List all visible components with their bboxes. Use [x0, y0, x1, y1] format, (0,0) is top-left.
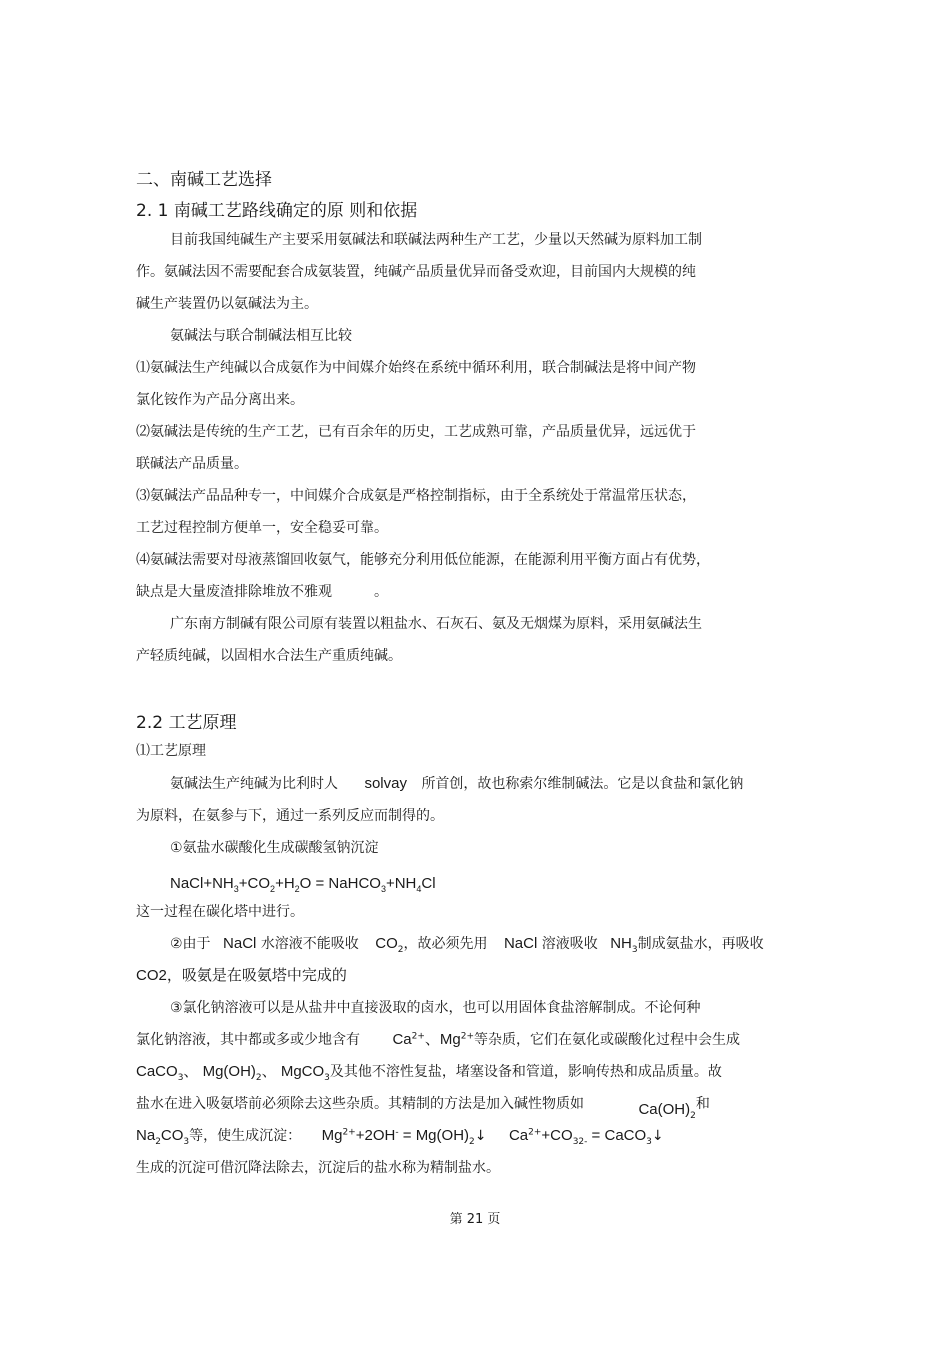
equation: [170, 876, 436, 892]
text: +2OH: [355, 1127, 396, 1144]
paragraph-line: 广东南方制碱有限公司原有装置以粗盐水、石灰石、氨及无烟煤为原料，采用氨碱法生: [170, 616, 702, 632]
text: = Mg(OH): [398, 1127, 470, 1144]
subsection-title: 2.2 工艺原理: [136, 713, 237, 733]
page-number: 第 21 页: [449, 1212, 501, 1227]
sub: 3: [177, 1072, 184, 1083]
eq-part: +NH: [385, 875, 417, 892]
paragraph-line: [136, 1127, 664, 1147]
sub: 3: [631, 944, 638, 955]
eq-part: O = NaHCO: [299, 875, 381, 892]
text: NH: [610, 935, 632, 952]
list-item: ⑷氨碱法需要对母液蒸馏回收氨气，能够充分利用低位能源，在能源利用平衡方面占有优势，: [136, 552, 710, 568]
text: NaCl: [223, 935, 257, 952]
sup: 2+: [411, 1031, 425, 1042]
text: ，故必须先用: [403, 936, 488, 952]
comparison-heading: 氨碱法与联合制碱法相互比较: [170, 328, 352, 344]
list-item: ⑶氨碱法产品品种专一，中间媒介合成氨是严格控制指标，由于全系统处于常温常压状态，: [136, 488, 696, 504]
paragraph-line: [136, 1032, 740, 1048]
text: CO: [375, 935, 398, 952]
eq-sub: 3: [233, 884, 239, 894]
paragraph-line: 产轻质纯碱，以固相水合法生产重质纯碱。: [136, 648, 402, 664]
text: 等，使生成沉淀：: [189, 1128, 302, 1144]
list-item: 。: [374, 584, 388, 600]
item-title: ⑴工艺原理: [136, 743, 206, 759]
text: ②由于: [170, 936, 211, 952]
text: Ca: [392, 1031, 412, 1048]
text: 制成氨盐水，再吸收: [637, 936, 764, 952]
paragraph-line: 碱生产装置仍以氨碱法为主。: [136, 296, 318, 312]
paragraph-line: 作。氨碱法因不需要配套合成氨装置，纯碱产品质量优异而备受欢迎，目前国内大规模的纯: [136, 264, 696, 280]
list-item: 联碱法产品质量。: [136, 456, 248, 472]
text: CaCO: [136, 1063, 178, 1080]
sub: 3: [183, 1136, 190, 1147]
eq-sub: 2: [294, 884, 300, 894]
eq-part: Cl: [421, 875, 436, 892]
sup: 2+: [342, 1127, 356, 1138]
sub: 32-: [572, 1136, 588, 1147]
eq-part: NaCl+NH: [170, 875, 234, 892]
list-item: ⑴氨碱法生产纯碱以合成氨作为中间媒介始终在系统中循环利用，联合制碱法是将中间产物: [136, 360, 696, 376]
text: Ca: [508, 1127, 529, 1144]
text: 、 Mg(OH): [183, 1063, 256, 1080]
eq-sub: 3: [380, 884, 386, 894]
sup: 2+: [528, 1127, 542, 1138]
text: 氯化钠溶液，其中都或多或少地含有: [136, 1032, 360, 1048]
text: 和: [695, 1096, 710, 1112]
text: 水溶液不能吸收: [260, 936, 359, 952]
eq-sub: 4: [416, 884, 422, 894]
paragraph-line: ③氯化钠溶液可以是从盐井中直接汲取的卤水，也可以用固体食盐溶解制成。不论何种: [170, 1000, 701, 1016]
paragraph-line: 这一过程在碳化塔中进行。: [136, 904, 304, 920]
eq-part: +H: [275, 875, 295, 892]
paragraph-line: [170, 935, 764, 955]
sub: 2: [690, 1110, 696, 1121]
text: 及其他不溶性复盐，堵塞设备和管道，影响传热和成品质量。故: [329, 1064, 722, 1080]
text: CO: [160, 1127, 184, 1144]
text: 溶液吸收: [541, 936, 598, 952]
sub: 2: [255, 1072, 262, 1083]
list-item: 缺点是大量废渣排除堆放不雅观: [136, 584, 332, 600]
list-item: ⑵氨碱法是传统的生产工艺，已有百余年的历史，工艺成熟可靠，产品质量优异，远远优于: [136, 424, 696, 440]
paragraph-line: CO2，吸氨是在吸氨塔中完成的: [136, 967, 347, 984]
sub: 2: [155, 1136, 161, 1147]
eq-part: +CO: [238, 875, 271, 892]
sub: 2: [469, 1136, 475, 1147]
eq-sub: 2: [270, 884, 276, 894]
text: = CaCO: [587, 1127, 647, 1144]
sup: -: [395, 1127, 399, 1138]
paragraph-line: [170, 776, 743, 792]
sub: 3: [646, 1136, 652, 1147]
list-item: 氯化铵作为产品分离出来。: [136, 392, 304, 408]
subsection-title: 2. 1 南碱工艺路线确定的原 则和依据: [136, 201, 418, 221]
text: 盐水在进入吸氨塔前必须除去这些杂质。其精制的方法是加入碱性物质如: [136, 1096, 584, 1112]
text: 氨碱法生产纯碱为比利时人: [170, 776, 338, 792]
text: 所首创，故也称索尔维制碱法。它是以食盐和氯化钠: [421, 776, 744, 792]
sup: 2+: [460, 1031, 475, 1042]
sub: 2: [397, 944, 404, 955]
text: NaCl: [503, 935, 538, 952]
paragraph-line: 为原料，在氨参与下，通过一系列反应而制得的。: [136, 808, 444, 824]
text: 、Mg: [424, 1031, 461, 1048]
paragraph-line: 目前我国纯碱生产主要采用氨碱法和联碱法两种生产工艺，少量以天然碱为原料加工制: [170, 232, 702, 248]
text: ↓: [651, 1128, 664, 1144]
text: Mg: [321, 1127, 343, 1144]
list-item: 工艺过程控制方便单一，安全稳妥可靠。: [136, 520, 388, 536]
paragraph-line: 生成的沉淀可借沉降法除去，沉淀后的盐水称为精制盐水。: [136, 1160, 500, 1176]
sub: 3: [324, 1072, 330, 1083]
paragraph-line: [136, 1063, 722, 1083]
text: +CO: [541, 1127, 573, 1144]
text: 、 MgCO: [261, 1063, 325, 1080]
text: Na: [136, 1127, 156, 1144]
step-title: ①氨盐水碳酸化生成碳酸氢钠沉淀: [170, 840, 379, 856]
section-title: 二、南碱工艺选择: [136, 170, 272, 190]
text: ↓: [474, 1128, 487, 1144]
text: Ca(OH): [638, 1101, 691, 1118]
text: solvay: [364, 775, 407, 792]
text: 等杂质，它们在氨化或碳酸化过程中会生成: [474, 1032, 741, 1048]
paragraph-line: [136, 1096, 710, 1121]
